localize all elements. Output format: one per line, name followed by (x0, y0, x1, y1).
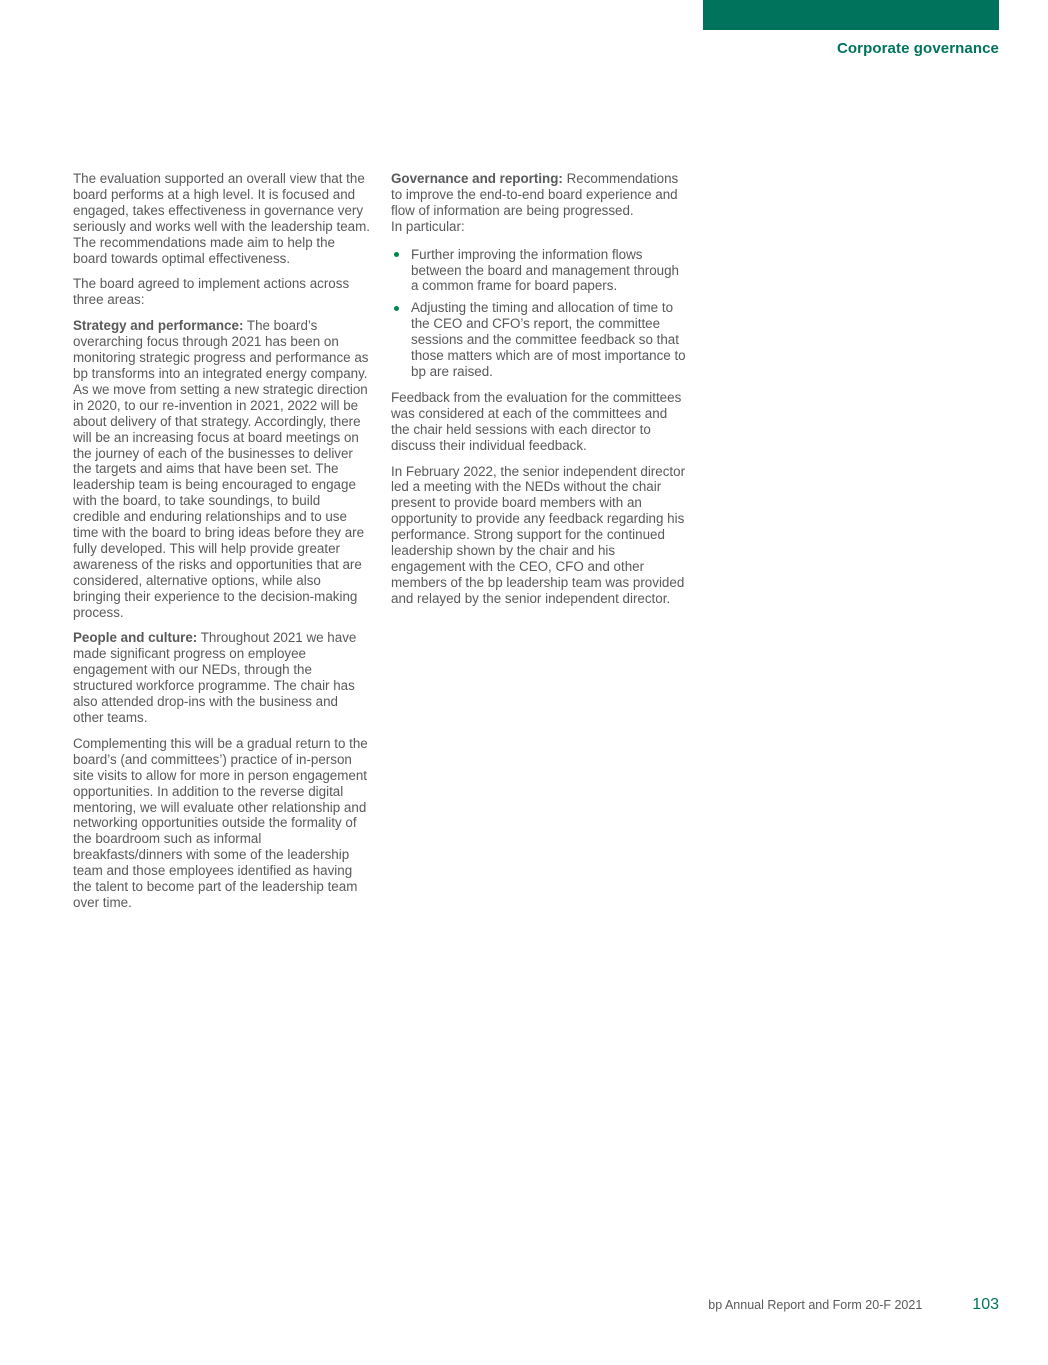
bullet-text: Further improving the information flows between the board and management through a common frame for board papers. (411, 246, 680, 294)
paragraph-text: Recommendations to improve the end-to-end board experience and flow of information are being progressed. (391, 171, 679, 218)
footer-report-title: bp Annual Report and Form 20-F 2021 (708, 1298, 923, 1312)
paragraph: The evaluation supported an overall view that the board performs at a high level. It is focused and engaged, takes effectiveness in governance very seriously and works well with the leadership team. The recommendations made aim to help the board towards optimal effectiveness. (73, 171, 370, 266)
paragraph-lead: Governance and reporting: (391, 171, 563, 186)
bullet-list (391, 247, 688, 380)
section-heading: Corporate governance (836, 40, 999, 57)
content-columns (73, 171, 688, 921)
paragraph: The board agreed to implement actions across three areas: (73, 276, 350, 308)
text-column-1 (73, 171, 370, 921)
bullet-item (391, 247, 688, 295)
paragraph (73, 630, 370, 725)
paragraph: Complementing this will be a gradual return to the board’s (and committees’) practice of in-person site visits to allow for more in person engagement opportunities. In addition to the reverse digital mentoring, we will evaluate other relationship and networking opportunities outside the formality of the boardroom such as informal breakfasts/dinners with some of the leadership team and those employees identified as having the talent to become part of the leadership team over time. (73, 735, 368, 910)
bullet-dot-icon (394, 252, 399, 257)
text-column-2 (391, 171, 688, 921)
footer-page-number: 103 (972, 1296, 999, 1313)
bullet-item (391, 300, 688, 380)
bullet-dot-icon (394, 306, 399, 311)
paragraph-text: Throughout 2021 we have made significant progress on employee engagement with our NEDs, through the structured workforce programme. The chair has also attended drop-ins with the business and other teams. (73, 630, 357, 725)
header-accent-bar (703, 0, 999, 30)
paragraph (391, 171, 688, 219)
paragraph (73, 318, 370, 620)
bullet-text: Adjusting the timing and allocation of time to the CEO and CFO’s report, the committee sessions and the committee feedback so that those matters which are of most importance to bp are raised. (411, 300, 686, 379)
paragraph-lead: People and culture: (73, 630, 198, 646)
paragraph: In February 2022, the senior independent director led a meeting with the NEDs without the chair present to provide board members with an opportunity to provide any feedback regarding his performance. Strong support for the continued leadership shown by the chair and his engagement with the CEO, CFO and other members of the bp leadership team was provided and relayed by the senior independent director. (391, 463, 686, 606)
paragraph: In particular: (391, 218, 465, 234)
page-footer (708, 1296, 999, 1314)
paragraph-lead: Strategy and performance: (73, 318, 244, 334)
paragraph: Feedback from the evaluation for the committees was considered at each of the committees and the chair held sessions with each director to discuss their individual feedback. (391, 389, 682, 453)
paragraph-text: The board’s overarching focus through 2021 has been on monitoring strategic progress and performance as bp transforms into an integrated energy company. As we move from setting a new strategic direction in 2020, to our re-invention in 2021, 2022 will be about delivery of that strategy. Accordingly, there will be an increasing focus at board meetings on the journey of each of the businesses to deliver the targets and aims that have been set. The leadership team is being encouraged to engage with the board, to take soundings, to build credible and enduring relationships and to use time with the board to bring ideas before they are fully developed. This will help provide greater awareness of the risks and opportunities that are considered, alternative options, while also bringing their experience to the decision-making process. (73, 318, 369, 620)
